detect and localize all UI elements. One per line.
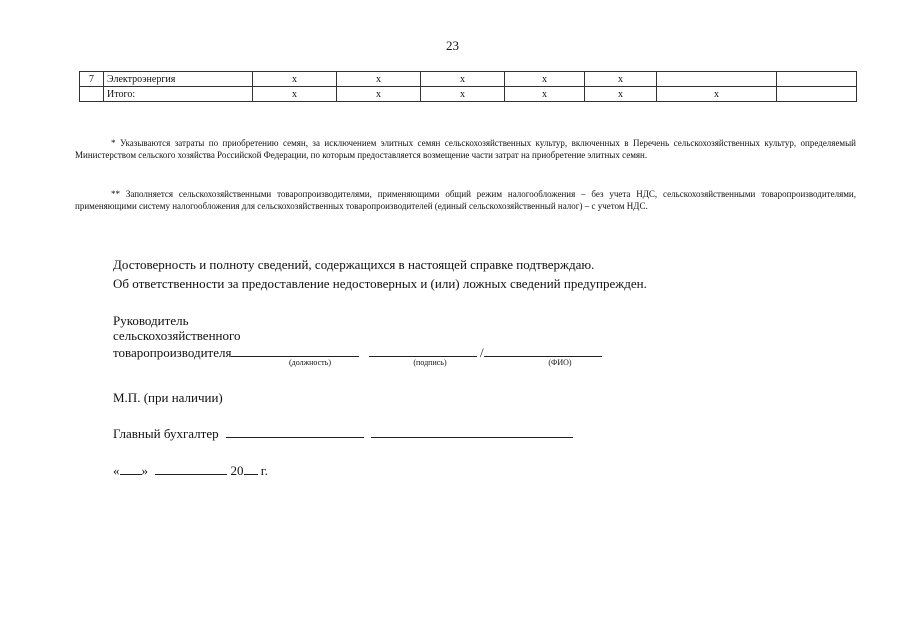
position-field[interactable]	[231, 343, 359, 357]
role-label: товаропроизводителя	[113, 345, 232, 360]
table-cell: х	[421, 87, 505, 102]
row-number: 7	[80, 72, 104, 87]
table-cell: х	[505, 87, 585, 102]
footnote-seeds-text: * Указываются затраты по приобретению семян, за исключением элитных семян сельскохозяйственных культур, включенных в Перечень сельскохозяйственных культур, определяемый Министерством сельского хозяйства Российской Федерации, по которым предоставляется возмещение части затрат на приобретение элитных семян.	[75, 138, 856, 160]
month-field[interactable]	[155, 461, 227, 475]
role-label: сельскохозяйственного	[113, 328, 241, 343]
table-cell	[777, 87, 857, 102]
page-number: 23	[446, 38, 459, 53]
position-caption: (должность)	[289, 358, 331, 367]
summary-table	[79, 71, 857, 102]
table-cell: х	[585, 72, 657, 87]
table-cell: х	[253, 87, 337, 102]
liability-line: Об ответственности за предоставление недостоверных и (или) ложных сведений предупрежден.	[113, 276, 647, 291]
name-caption: (ФИО)	[548, 358, 572, 367]
table-cell: х	[585, 87, 657, 102]
day-field[interactable]	[120, 461, 142, 475]
signature-field[interactable]	[369, 343, 477, 357]
table-cell: х	[657, 87, 777, 102]
stamp-label: М.П. (при наличии)	[113, 390, 223, 405]
role-label: Руководитель	[113, 313, 189, 328]
accountant-signature-field[interactable]	[226, 424, 364, 438]
footnote-vat	[75, 188, 856, 212]
accountant-name-field[interactable]	[371, 424, 573, 438]
table-cell: х	[337, 87, 421, 102]
name-field[interactable]	[484, 343, 602, 357]
quote-open: «	[113, 463, 120, 478]
row-number	[80, 87, 104, 102]
table-row	[80, 72, 857, 87]
year-suffix: г.	[260, 463, 268, 478]
quote-close: »	[141, 463, 148, 478]
footnote-vat-text: ** Заполняется сельскохозяйственными товаропроизводителями, применяющими общий режим налогообложения – без учета НДС, сельскохозяйственными товаропроизводителями, применяющими систему налогообложения для сельскохозяйственных товаропроизводителей (единый сельскохозяйственный налог) – с учетом НДС.	[75, 189, 856, 211]
footnote-seeds	[75, 137, 856, 161]
certification-statement	[113, 255, 647, 293]
year-field[interactable]	[244, 461, 258, 475]
signature-caption: (подпись)	[413, 358, 447, 367]
table-cell: х	[421, 72, 505, 87]
table-cell: х	[505, 72, 585, 87]
table-row	[80, 87, 857, 102]
certification-line: Достоверность и полноту сведений, содержащихся в настоящей справке подтверждаю.	[113, 257, 595, 272]
table-cell	[657, 72, 777, 87]
date-line	[113, 461, 268, 479]
head-signature-block	[113, 313, 602, 360]
table-cell	[777, 72, 857, 87]
row-name: Итого:	[104, 87, 253, 102]
table-cell: х	[253, 72, 337, 87]
chief-accountant-block	[113, 424, 573, 442]
slash-separator: /	[479, 345, 484, 360]
row-name: Электроэнергия	[104, 72, 253, 87]
chief-accountant-label: Главный бухгалтер	[113, 426, 219, 441]
year-prefix: 20	[230, 463, 244, 478]
table-cell: х	[337, 72, 421, 87]
